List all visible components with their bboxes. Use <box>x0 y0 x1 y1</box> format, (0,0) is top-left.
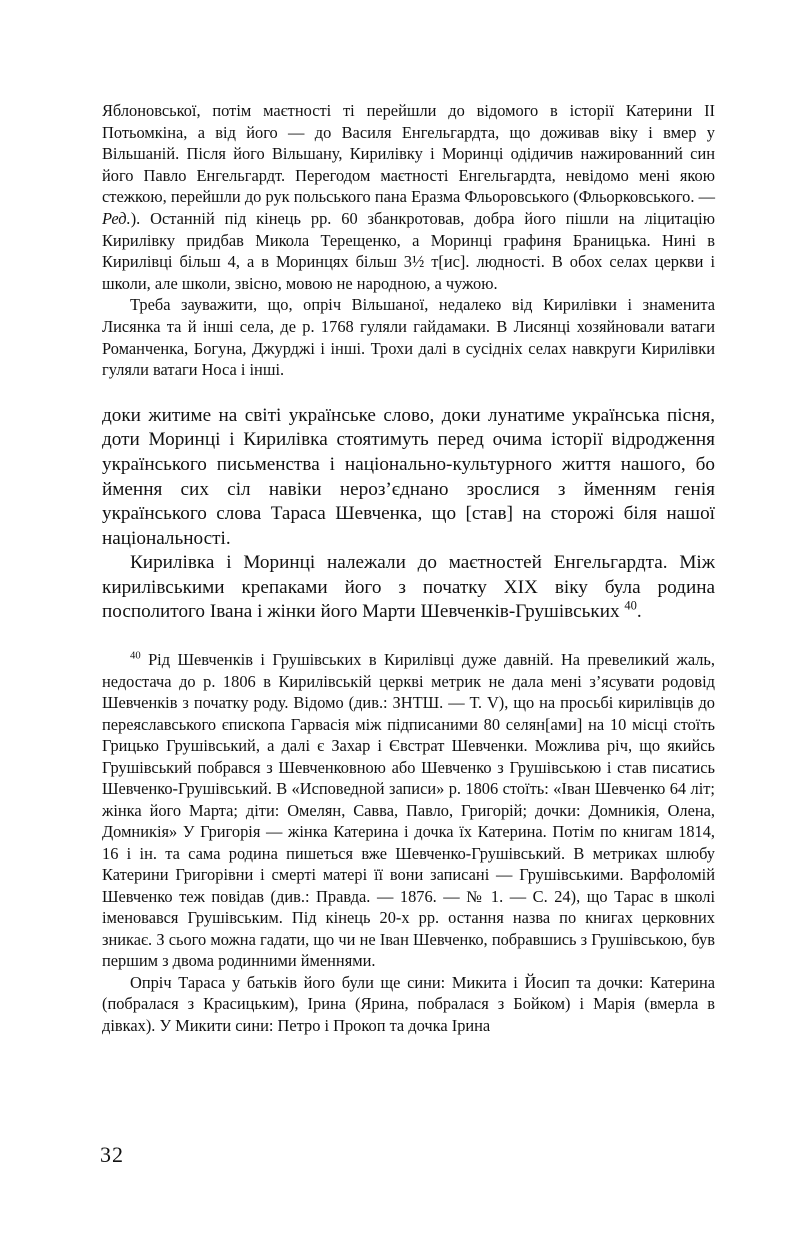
paragraph: доки житиме на світі українське слово, доки лунатиме українська пісня, доти Моринці і Кирилівка стоятимуть перед очима історії відродження українського письменства і національно-культурного життя нашого, бо ймення сих сіл навіки нероз’єднано зрослися з йменням генія українського слова Тараса Шевченка, що [став] на сторожі біля нашої національності. <box>102 404 715 549</box>
page-content <box>102 100 715 1036</box>
paragraph: Треба зауважити, що, опріч Вільшаної, недалеко від Кирилівки і знаменита Лисянка та й інші села, де р. 1768 гуляли гайдамаки. В Лисянці хозяйновали ватаги Романченка, Богуна, Джурджі і інші. Трохи далі в сусідніх селах навкруги Кирилівки гуляли ватаги Носа і інші. <box>102 295 715 380</box>
editor-note: Ред. <box>102 208 131 228</box>
footnote-paragraph: Опріч Тараса у батьків його були ще сини: Микита і Йосип та дочки: Катерина (побралася з Красицьким), Ірина (Ярина, побралася з Бойком) і Марія (вмерла в дівках). У Микити сини: Петро і Прокоп та дочка Ірина <box>102 972 715 1035</box>
page-number: 32 <box>100 1142 124 1167</box>
footnote-paragraph: $^{40}$ Рід Шевченків і Грушівських в Кирилівці дуже давній. На превеликий жаль, недостача до р. 1806 в Кирилівській церкві метрик не дала мені з’ясувати родовід Шевченків з початку роду. Відомо (див.: ЗНТШ. — Т. V), що на просьбі кирилівців до переяславського єпископа Гарвасія між підписаними 80 селян[ами] на 10 місці стоїть Грицько Грушівський, а далі є Захар і Євстрат Шевченки. Можлива річ, що якийсь Грушівський побрався з Шевченковною або Шевченко з Грушівською і став писатись Шевченко-Грушівський. В «Исповедной записи» р. 1806 стоїть: «Іван Шевченко 64 літ; жінка його Марта; діти: Омелян, Савва, Павло, Григорій; дочки: Домникія, Олена, Домникія» У Григорія — жінка Катерина і дочка їх Катерина. Потім по книгам 1814, 16 і ін. та сама родина пишеться вже Шевченко-Грушівський. В метриках шлюбу Катерини Григорівни і смерті матері її вони записані — Грушівськими. Варфоломій Шевченко теж повідав (див.: Правда. — 1876. — № 1. — С. 24), що Тарас в школі іменовався Грушівським. Під кінець 20-х рр. остання назва по книгах церковних зникає. З сього можна гадати, що чи не Іван Шевченко, побравшись з Грушівською, був першим з двома родинними йменнями. <box>102 650 715 971</box>
main-text-continuation <box>102 100 715 381</box>
main-text-large <box>102 404 715 625</box>
footnote-marker: 40 <box>130 650 141 662</box>
paragraph: Яблоновської, потім маєтності ті перейшли до відомого в історії Катерини II Потьомкіна, а від його — до Василя Енгельгардта, що доживав віку і вмер у Вільшаній. Після його Вільшану, Кирилівку і Моринці одідичив нажированний син його Павло Енгельгардт. Перегодом маєтності Енгельгардта, невідомо мені якою стежкою, перейшли до рук польського пана Еразма Фльоровського (Фльорковського. — Ред.). Останній під кінець рр. 60 збанкротовав, добра його пішли на ліцитацію Кирилівку придбав Микола Терещенко, а Моринці графиня Браницька. Нині в Кирилівці більш 4, а в Моринцях більш 3½ т[ис]. людності. В обох селах церкви і школи, але школи, звісно, мовою не народною, а чужою. <box>102 101 715 293</box>
footnote <box>102 649 715 1036</box>
footnote-reference[interactable]: 40 <box>624 599 637 614</box>
paragraph: Кирилівка і Моринці належали до маєтностей Енгельгардта. Між кирилівськими крепаками його з початку XIX віку була родина посполитого Івана і жінки його Марти Шевченків-Грушівських $^{40}$. <box>102 552 715 623</box>
